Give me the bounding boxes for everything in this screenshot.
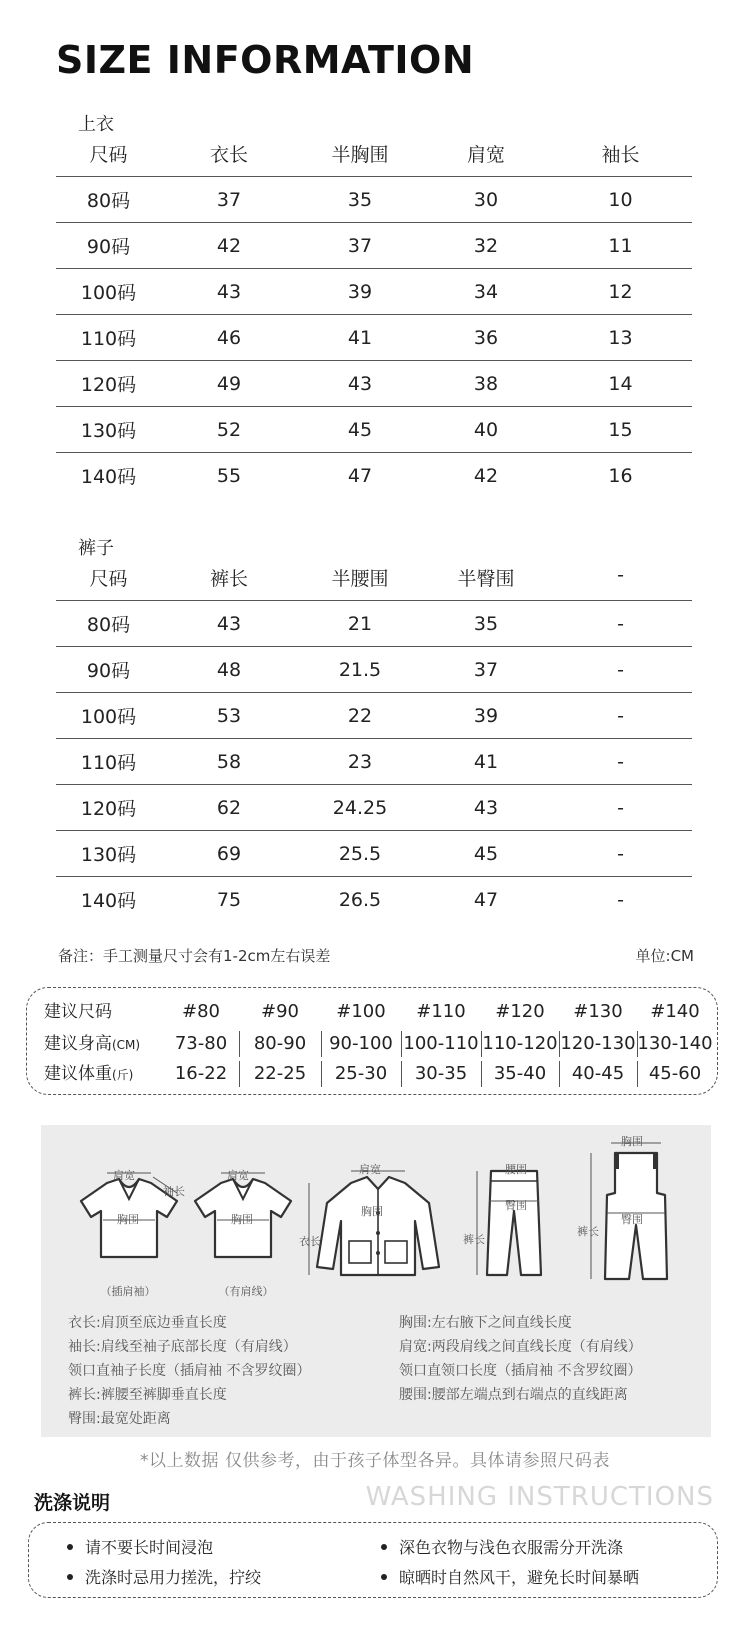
recommend-size: #110: [416, 1001, 466, 1022]
table-row: [56, 831, 692, 877]
table-row: [56, 601, 692, 647]
table-cell: 53: [216, 704, 242, 727]
table-cell: 120码: [80, 798, 137, 820]
table-cell: 110码: [80, 752, 137, 774]
header-size: 尺码: [89, 144, 128, 166]
top-table-label: 上衣: [78, 114, 114, 135]
definition-line: 肩宽:两段肩线之间直线长度（有肩线）: [399, 1339, 642, 1355]
table-row: [56, 269, 692, 315]
chest-label: 胸围: [231, 1213, 253, 1226]
table-cell: 34: [473, 280, 499, 303]
recommend-weight: 45-60: [648, 1063, 702, 1084]
table-cell: 36: [473, 326, 499, 349]
table-cell: 120码: [80, 374, 137, 396]
table-cell: 11: [608, 234, 633, 257]
table-row: [56, 693, 692, 739]
definition-line: 臀围:最宽处距离: [68, 1411, 171, 1427]
table-cell: 32: [473, 234, 499, 257]
recommend-size: #80: [182, 1001, 220, 1022]
overalls-icon: [581, 1133, 691, 1283]
jacket-icon: [303, 1163, 453, 1283]
bullet-icon: [381, 1544, 387, 1550]
bullet-icon: [67, 1574, 73, 1580]
weight-label-text: 建议体重: [44, 1064, 112, 1084]
shoulder-label: 肩宽: [113, 1169, 135, 1182]
shoulder-label: 肩宽: [227, 1169, 249, 1182]
pants-size-table: [56, 562, 692, 922]
table-cell: 90码: [86, 236, 131, 258]
table-cell: 130码: [80, 844, 137, 866]
table-row: [56, 647, 692, 693]
pants-table-label: 裤子: [78, 538, 114, 559]
sleeve-label: 袖长: [163, 1185, 185, 1198]
table-cell: 14: [608, 372, 633, 395]
table-cell: 80码: [86, 614, 131, 636]
bullet-icon: [381, 1574, 387, 1580]
table-cell: 12: [608, 280, 633, 303]
definition-line: 胸围:左右腋下之间直线长度: [399, 1315, 572, 1331]
washing-title: 洗涤说明: [34, 1492, 111, 1514]
table-cell: 37: [473, 658, 499, 681]
recommend-height: 90-100: [329, 1033, 393, 1054]
recommend-size: #90: [261, 1001, 299, 1022]
recommend-height: 130-140: [637, 1033, 713, 1054]
table-header-row: [56, 562, 692, 601]
table-cell: 110码: [80, 328, 137, 350]
header-shoulder: 肩宽: [466, 144, 505, 166]
table-header-row: [56, 138, 692, 177]
header-size: 尺码: [89, 568, 128, 590]
recommend-height: 120-130: [560, 1033, 636, 1054]
table-row: [56, 739, 692, 785]
top-size-table: [56, 138, 692, 498]
recommend-height-label: [44, 1029, 140, 1059]
table-row: [56, 453, 692, 499]
unit-label: 单位:CM: [635, 947, 694, 965]
table-cell: 35: [473, 612, 499, 635]
waist-label: 腰围: [505, 1163, 527, 1176]
table-cell: 23: [347, 750, 373, 773]
measurement-remark: 备注：手工测量尺寸会有1-2cm左右误差: [58, 947, 331, 965]
washing-item-text: 晾晒时自然风干，避免长时间暴晒: [399, 1568, 640, 1587]
table-cell: 52: [216, 418, 242, 441]
table-row: [56, 223, 692, 269]
recommend-height: 110-120: [482, 1033, 558, 1054]
height-label-text: 建议身高: [44, 1034, 112, 1054]
recommend-size-label: 建议尺码: [44, 1002, 112, 1022]
table-cell: 43: [347, 372, 373, 395]
table-cell: 35: [347, 188, 373, 211]
table-cell: 42: [473, 464, 499, 487]
definition-line: 袖长:肩线至袖子底部长度（有肩线）: [68, 1339, 297, 1355]
pants-length-label: 裤长: [577, 1225, 599, 1238]
recommend-size: #120: [495, 1001, 545, 1022]
table-cell: 24.25: [332, 796, 388, 819]
table-cell: 15: [608, 418, 633, 441]
table-cell: 75: [216, 888, 242, 911]
washing-instructions-box: [28, 1522, 718, 1598]
recommend-weight: 30-35: [414, 1063, 468, 1084]
table-row: [56, 315, 692, 361]
table-cell: 26.5: [338, 888, 382, 911]
washing-item: [381, 1565, 639, 1588]
recommend-weight: 35-40: [493, 1063, 547, 1084]
header-half-hip: 半臀围: [457, 568, 515, 590]
table-cell: 43: [473, 796, 499, 819]
measurement-definitions-left: [68, 1311, 310, 1431]
table-cell: 58: [216, 750, 242, 773]
recommend-weight-row: [27, 1059, 717, 1089]
length-label: 衣长: [299, 1235, 321, 1248]
recommend-weight: 40-45: [571, 1063, 625, 1084]
washing-item-text: 洗涤时忌用力搓洗，拧绞: [85, 1568, 262, 1587]
table-cell: 47: [473, 888, 499, 911]
header-empty: -: [617, 564, 624, 586]
disclaimer-text: *以上数据 仅供参考，由于孩子体型各异。具体请参照尺码表: [140, 1451, 610, 1471]
definition-line: 领口直领口长度（插肩袖 不含罗纹圈）: [399, 1363, 642, 1379]
weight-unit: (斤): [112, 1068, 134, 1082]
chest-label: 胸围: [117, 1213, 139, 1226]
table-cell: 100码: [80, 706, 137, 728]
table-cell: 69: [216, 842, 242, 865]
table-row: [56, 361, 692, 407]
table-cell: 38: [473, 372, 499, 395]
table-cell: 62: [216, 796, 242, 819]
table-cell: -: [617, 658, 624, 681]
pants-icon: [469, 1161, 559, 1281]
hip-label: 臀围: [505, 1199, 527, 1212]
header-half-waist: 半腰围: [331, 568, 389, 590]
table-cell: 43: [216, 280, 242, 303]
washing-item: [381, 1535, 623, 1558]
recommend-size: #100: [336, 1001, 386, 1022]
recommend-weight: 25-30: [334, 1063, 388, 1084]
chest-label: 胸围: [621, 1135, 643, 1148]
table-cell: -: [617, 704, 624, 727]
recommendation-box: [26, 987, 718, 1095]
raglan-caption: （插肩袖）: [100, 1285, 156, 1298]
table-cell: 55: [216, 464, 242, 487]
recommend-size-row: [27, 997, 717, 1027]
table-cell: 140码: [80, 466, 137, 488]
table-cell: -: [617, 888, 624, 911]
page-title: SIZE INFORMATION: [56, 38, 475, 82]
washing-item-text: 深色衣物与浅色衣服需分开洗涤: [399, 1538, 624, 1557]
definition-line: 腰围:腰部左端点到右端点的直线距离: [399, 1387, 628, 1403]
pants-length-label: 裤长: [463, 1233, 485, 1246]
recommend-size: #130: [573, 1001, 623, 1022]
table-cell: -: [617, 750, 624, 773]
recommend-height: 73-80: [174, 1033, 228, 1054]
table-cell: 21: [347, 612, 373, 635]
table-cell: 40: [473, 418, 499, 441]
table-cell: 48: [216, 658, 242, 681]
measurement-diagram-panel: [41, 1125, 711, 1437]
header-length: 衣长: [209, 144, 248, 166]
table-cell: 16: [608, 464, 633, 487]
washing-title-en: WASHING INSTRUCTIONS: [365, 1482, 714, 1512]
table-cell: 42: [216, 234, 242, 257]
washing-item: [67, 1535, 213, 1558]
table-row: [56, 407, 692, 453]
washing-item-text: 请不要长时间浸泡: [85, 1538, 214, 1557]
bullet-icon: [67, 1544, 73, 1550]
header-pants-length: 裤长: [209, 568, 248, 590]
definition-line: 衣长:肩顶至底边垂直长度: [68, 1315, 227, 1331]
definition-line: 领口直袖子长度（插肩袖 不含罗纹圈）: [68, 1363, 311, 1379]
table-cell: 30: [473, 188, 499, 211]
header-sleeve: 袖长: [601, 144, 640, 166]
table-cell: 80码: [86, 190, 131, 212]
table-cell: 46: [216, 326, 242, 349]
table-cell: 41: [473, 750, 499, 773]
table-cell: 13: [608, 326, 633, 349]
table-cell: 25.5: [338, 842, 382, 865]
recommend-height-row: [27, 1029, 717, 1059]
recommend-height: 100-110: [403, 1033, 479, 1054]
recommend-weight-label: [44, 1059, 133, 1089]
table-cell: 21.5: [338, 658, 382, 681]
table-cell: 49: [216, 372, 242, 395]
table-cell: -: [617, 796, 624, 819]
table-cell: 22: [347, 704, 373, 727]
shoulder-label: 肩宽: [359, 1163, 381, 1176]
table-cell: -: [617, 842, 624, 865]
chest-label: 胸围: [361, 1205, 383, 1218]
table-cell: 41: [347, 326, 373, 349]
table-cell: 47: [347, 464, 373, 487]
definition-line: 裤长:裤腰至裤脚垂直长度: [68, 1387, 227, 1403]
shoulder-seam-caption: （有肩线）: [218, 1285, 274, 1298]
washing-item: [67, 1565, 261, 1588]
table-cell: 10: [608, 188, 633, 211]
table-cell: 90码: [86, 660, 131, 682]
recommend-size: #140: [650, 1001, 700, 1022]
table-cell: 100码: [80, 282, 137, 304]
header-half-chest: 半胸围: [331, 144, 389, 166]
table-cell: 39: [473, 704, 499, 727]
height-unit: (CM): [112, 1038, 141, 1052]
table-cell: 39: [347, 280, 373, 303]
hip-label: 臀围: [621, 1213, 643, 1226]
table-cell: -: [617, 612, 624, 635]
table-cell: 37: [216, 188, 242, 211]
table-row: [56, 177, 692, 223]
recommend-weight: 16-22: [174, 1063, 228, 1084]
table-row: [56, 785, 692, 831]
table-cell: 130码: [80, 420, 137, 442]
measurement-definitions-right: [399, 1311, 642, 1407]
recommend-height: 80-90: [253, 1033, 307, 1054]
table-cell: 140码: [80, 890, 137, 912]
table-cell: 43: [216, 612, 242, 635]
table-cell: 37: [347, 234, 373, 257]
recommend-weight: 22-25: [253, 1063, 307, 1084]
table-row: [56, 877, 692, 923]
table-cell: 45: [347, 418, 373, 441]
table-cell: 45: [473, 842, 499, 865]
